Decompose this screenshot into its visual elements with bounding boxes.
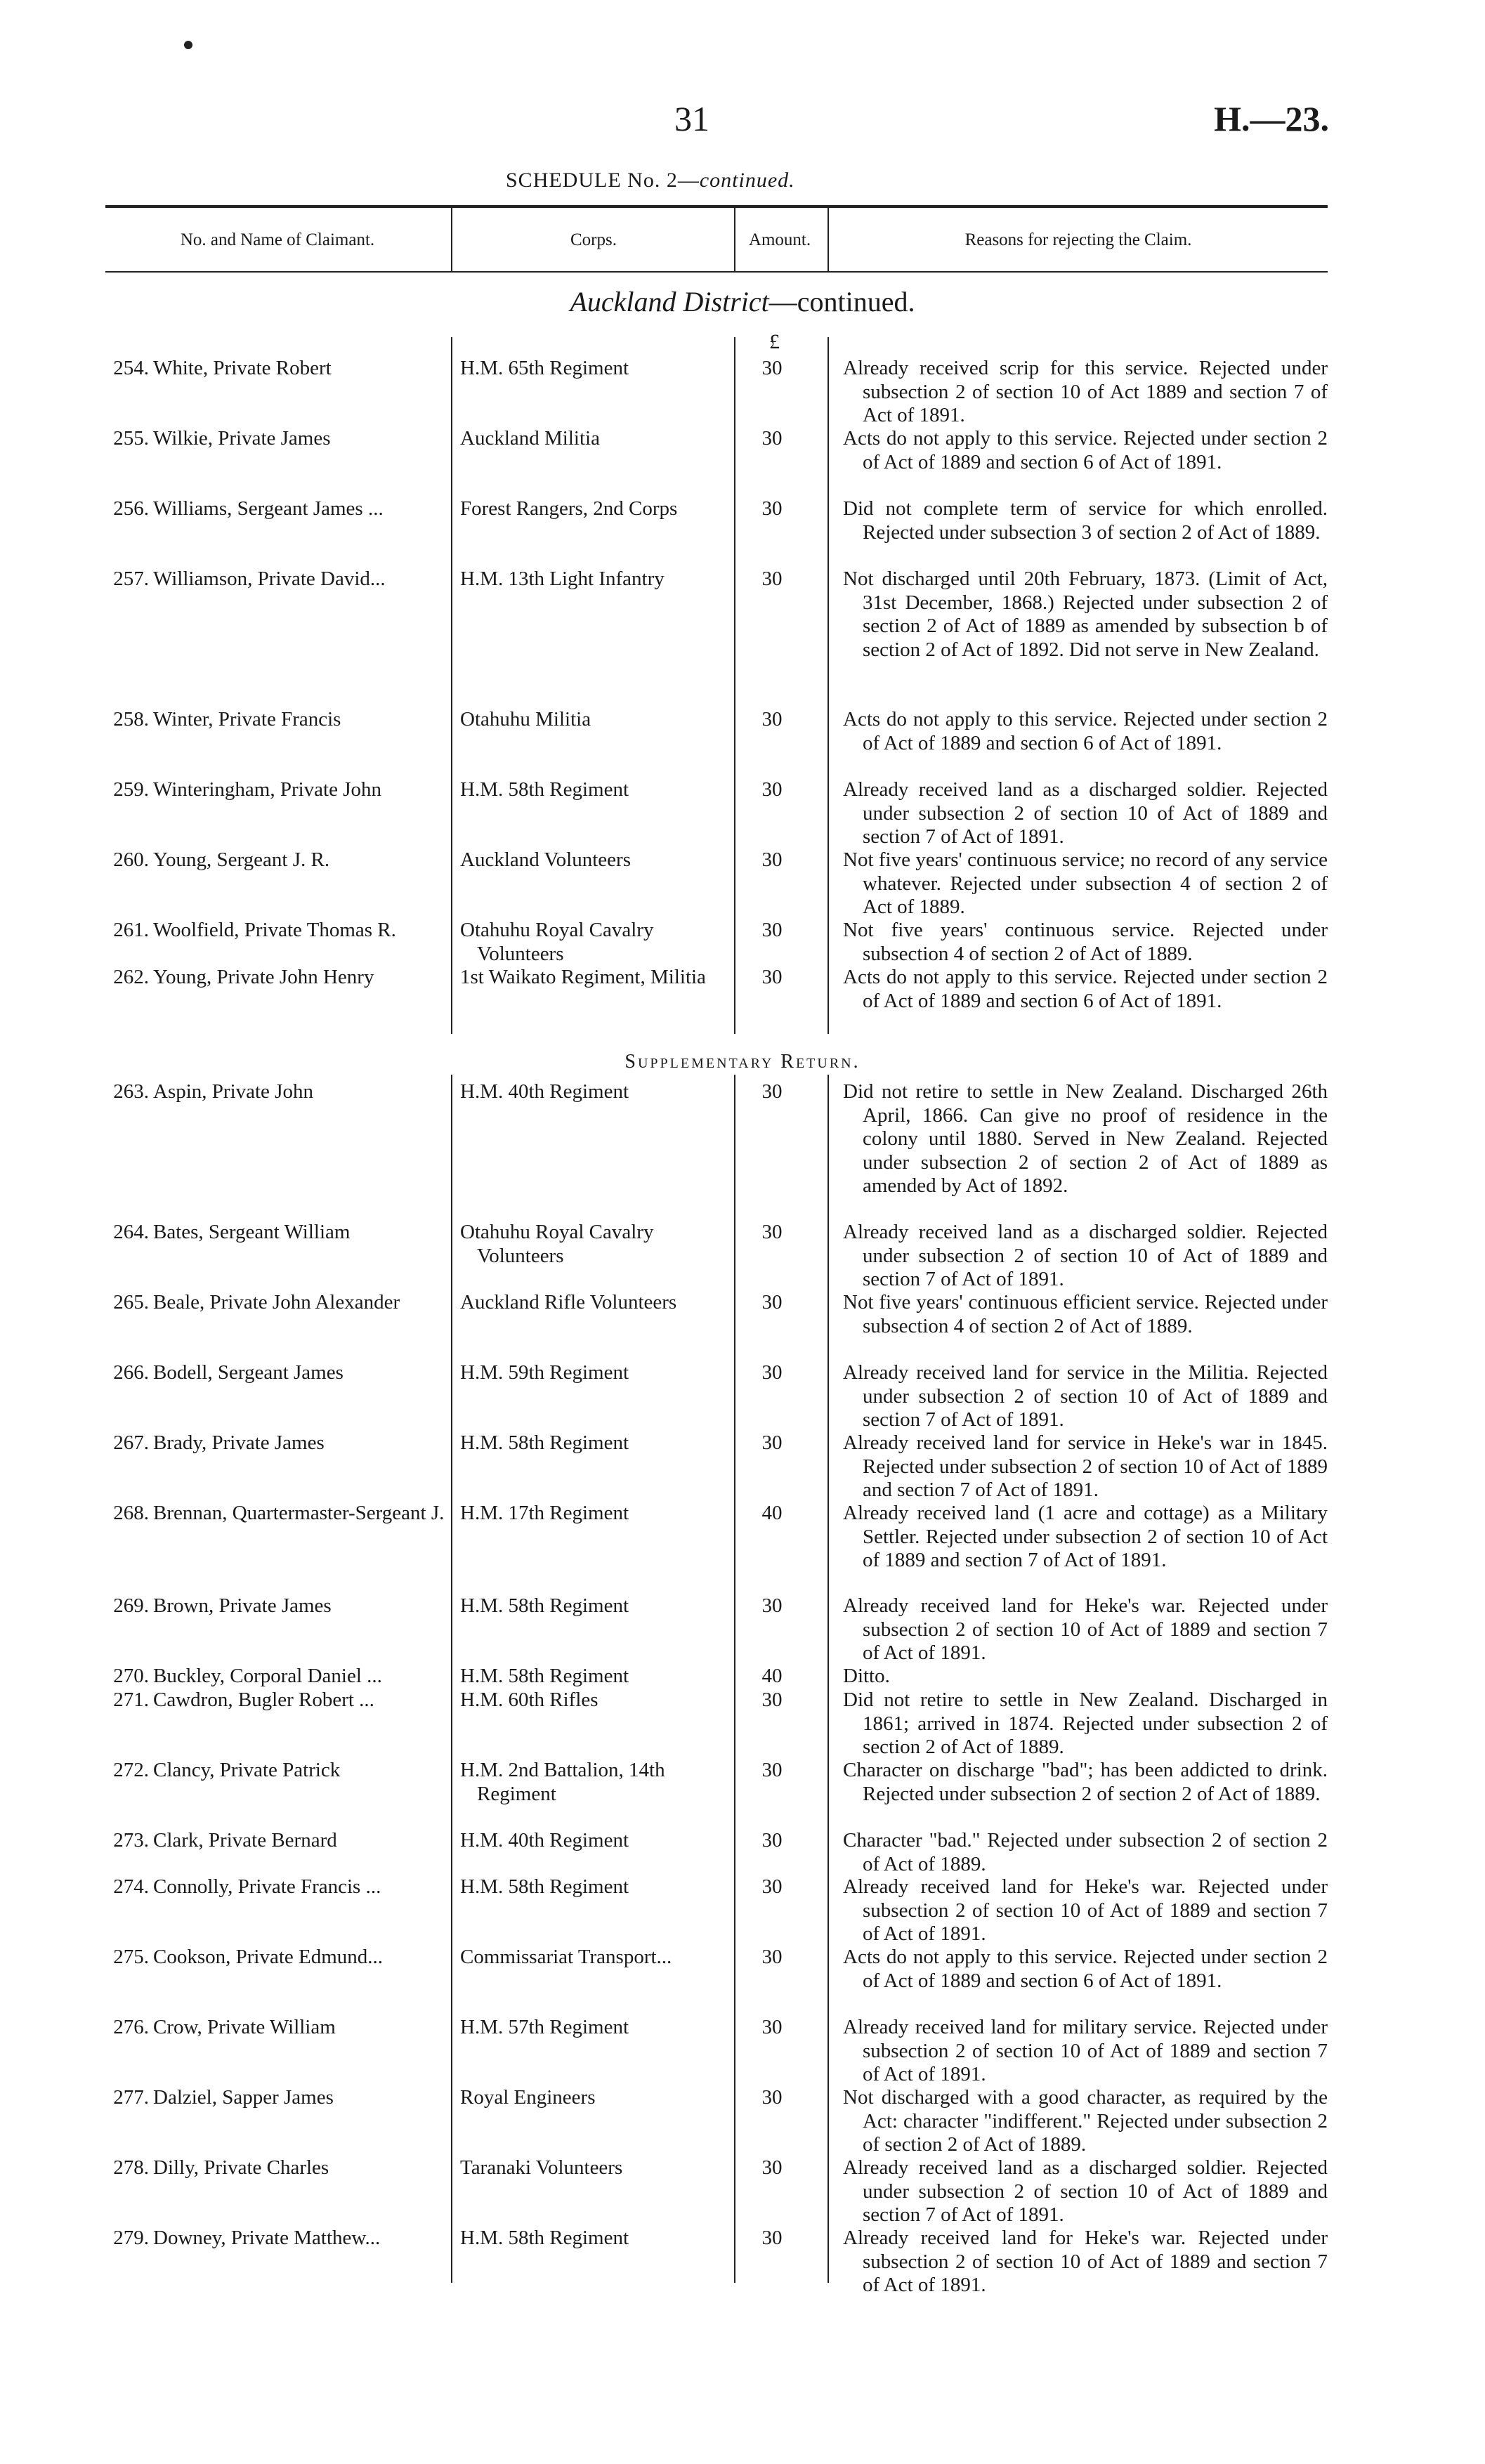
rejection-reason [843, 2016, 1328, 2087]
claimant-name-text: Clancy, Private Patrick [153, 1759, 341, 1781]
claimant-name-text: Buckley, Corporal Daniel ... [153, 1665, 382, 1687]
claimant-name [153, 1080, 445, 1104]
claimant-name [153, 2156, 445, 2180]
claim-number-text: 264. [113, 1221, 149, 1243]
corps-name-text: H.M. 57th Regiment [460, 2016, 629, 2038]
corps-name-text: Forest Rangers, 2nd Corps [460, 497, 678, 520]
claim-number-text: 273. [113, 1829, 149, 1852]
corps-name-text: H.M. 65th Regiment [460, 357, 629, 379]
claim-number [103, 708, 149, 732]
claim-amount [731, 1689, 813, 1712]
header-divider [827, 207, 829, 271]
corps-name-text: Auckland Volunteers [460, 848, 631, 871]
corps-name [460, 2156, 731, 2180]
claim-number-text: 268. [113, 1502, 149, 1524]
claim-amount [731, 497, 813, 521]
corps-name-text: H.M. 17th Regiment [460, 1502, 629, 1524]
claim-number-text: 277. [113, 2086, 149, 2109]
table-top-rule [105, 205, 1328, 208]
claim-amount [731, 427, 813, 451]
claim-amount-text: 30 [761, 1689, 783, 1711]
corps-name [460, 1502, 731, 1526]
claim-amount [731, 1759, 813, 1783]
corps-name [460, 1221, 731, 1268]
claim-number [103, 966, 149, 990]
page-number: 31 [674, 99, 709, 138]
rejection-reason-text: Not five years' continuous service; no record of any service whatever. Rejected under subsection 4 of section 2 of Act of 1889. [843, 848, 1328, 918]
claimant-name [153, 1594, 445, 1618]
claim-number-text: 279. [113, 2227, 149, 2249]
claim-number-text: 272. [113, 1759, 149, 1781]
rejection-reason [843, 497, 1328, 544]
corps-name [460, 1080, 731, 1104]
rejection-reason-text: Already received land (1 acre and cottage) as a Military Settler. Rejected under subsection 2 of section 10 of Act of 1889 and section 7 of Act of 1891. [843, 1502, 1328, 1571]
claimant-name-text: Clark, Private Bernard [153, 1829, 337, 1852]
rejection-reason-text: Acts do not apply to this service. Rejected under section 2 of Act of 1889 and section 6 of Act of 1891. [843, 966, 1328, 1012]
district-name: Auckland District [570, 286, 769, 317]
claimant-name-text: Williams, Sergeant James ... [153, 497, 384, 520]
claim-amount-text: 40 [761, 1665, 783, 1687]
claimant-name [153, 848, 445, 872]
schedule-label: SCHEDULE No. 2— [506, 169, 700, 192]
claimant-name-text: Williamson, Private David... [153, 568, 386, 590]
rejection-reason [843, 1502, 1328, 1573]
corps-name [460, 357, 731, 381]
rejection-reason [843, 848, 1328, 919]
claimant-name [153, 1665, 445, 1689]
claim-number-text: 266. [113, 1361, 149, 1384]
corps-name [460, 427, 731, 451]
claim-amount-text: 30 [761, 1361, 783, 1384]
rejection-reason-text: Already received land as a discharged soldier. Rejected under subsection 2 of section 10 of Act of 1889 and section 7 of Act of 1891. [843, 1221, 1328, 1290]
corps-name-text: H.M. 58th Regiment [460, 778, 629, 801]
claimant-name [153, 1431, 445, 1455]
claim-amount [731, 2156, 813, 2180]
claimant-name [153, 1502, 445, 1526]
corps-name [460, 2227, 731, 2250]
corps-name-text: Royal Engineers [460, 2086, 596, 2109]
claimant-name-text: Young, Sergeant J. R. [153, 848, 330, 871]
claimant-name-text: Young, Private John Henry [153, 966, 374, 988]
claimant-name [153, 1946, 445, 1970]
corps-name-text: Taranaki Volunteers [460, 2156, 623, 2179]
rejection-reason-text: Already received land for service in the Militia. Rejected under subsection 2 of section 10 of Act of 1889 and section 7 of Act of 1891. [843, 1361, 1328, 1431]
corps-name-text: H.M. 58th Regiment [460, 1594, 629, 1617]
claim-amount-text: 30 [761, 1221, 783, 1243]
claim-amount-text: 30 [761, 427, 783, 450]
claim-amount [731, 1361, 813, 1385]
claim-number [103, 1759, 149, 1783]
corps-name [460, 1431, 731, 1455]
document-reference: H.—23. [1214, 99, 1329, 138]
claimant-name-text: Brady, Private James [153, 1431, 325, 1454]
claim-amount [731, 1431, 813, 1455]
claim-number [103, 778, 149, 802]
rejection-reason-text: Character on discharge "bad"; has been addicted to drink. Rejected under subsection 2 of section 2 of Act of 1889. [843, 1759, 1328, 1805]
claimant-name [153, 1875, 445, 1899]
claim-amount [731, 568, 813, 591]
claim-number-text: 276. [113, 2016, 149, 2038]
claim-number [103, 2227, 149, 2250]
rejection-reason-text: Did not retire to settle in New Zealand. Discharged 26th April, 1866. Can give no proof of residence in the colony until 1880. Served in New Zealand. Rejected under subsection 2 of section 2 of Act of 1889 as amended by Act of 1892. [843, 1080, 1328, 1197]
rejection-reason-text: Ditto. [843, 1665, 890, 1687]
claim-amount [731, 1291, 813, 1315]
claim-amount-text: 30 [761, 2016, 783, 2038]
claim-number-text: 265. [113, 1291, 149, 1313]
claim-number [103, 1946, 149, 1970]
claim-number [103, 848, 149, 872]
rejection-reason-text: Not five years' continuous efficient service. Rejected under subsection 4 of section 2 of Act of 1889. [843, 1291, 1328, 1337]
claimant-name [153, 1759, 445, 1783]
rejection-reason-text: Already received land for Heke's war. Rejected under subsection 2 of section 10 of Act of 1889 and section 7 of Act of 1891. [843, 1594, 1328, 1664]
corps-name-text: H.M. 58th Regiment [460, 2227, 629, 2249]
claimant-name-text: Bates, Sergeant William [153, 1221, 351, 1243]
rejection-reason-text: Not discharged until 20th February, 1873. (Limit of Act, 31st December, 1868.) Rejected under subsection 2 of section 2 of Act of 1889 as amended by subsection b of section 2 of Act of 1892. Did not serve in New Zealand. [843, 568, 1328, 661]
claimant-name [153, 778, 445, 802]
corps-name [460, 966, 731, 990]
rejection-reason [843, 1759, 1328, 1806]
claim-number-text: 271. [113, 1689, 149, 1711]
claim-number-text: 259. [113, 778, 149, 801]
corps-name [460, 1594, 731, 1618]
claimant-name-text: Crow, Private William [153, 2016, 336, 2038]
print-mark [184, 41, 192, 49]
column-header-name: No. and Name of Claimant. [180, 230, 375, 249]
claimant-name-text: Bodell, Sergeant James [153, 1361, 344, 1384]
district-heading [0, 285, 1485, 318]
claim-amount-text: 30 [761, 1759, 783, 1781]
claim-number [103, 357, 149, 381]
corps-name [460, 778, 731, 802]
rejection-reason [843, 919, 1328, 966]
corps-name-text: Otahuhu Militia [460, 708, 591, 730]
claim-amount [731, 1665, 813, 1689]
claim-amount-text: 30 [761, 1946, 783, 1968]
claimant-name [153, 919, 445, 943]
corps-name-text: Otahuhu Royal Cavalry Volunteers [460, 1221, 654, 1267]
claim-number-text: 255. [113, 427, 149, 450]
claim-number [103, 427, 149, 451]
corps-name-text: Auckland Rifle Volunteers [460, 1291, 677, 1313]
claimant-name-text: Dalziel, Sapper James [153, 2086, 334, 2109]
corps-name-text: H.M. 13th Light Infantry [460, 568, 665, 590]
claimant-name [153, 2086, 445, 2110]
column-divider [827, 337, 829, 1034]
claimant-name-text: White, Private Robert [153, 357, 332, 379]
claimant-name [153, 1361, 445, 1385]
claim-number-text: 260. [113, 848, 149, 871]
claim-amount-text: 30 [761, 1594, 783, 1617]
schedule-title [506, 169, 795, 192]
corps-name [460, 1291, 731, 1315]
corps-name [460, 2016, 731, 2040]
claim-number [103, 919, 149, 943]
corps-name [460, 848, 731, 872]
header-divider [734, 207, 735, 271]
claimant-name-text: Downey, Private Matthew... [153, 2227, 381, 2249]
claimant-name-text: Winter, Private Francis [153, 708, 341, 730]
claim-number-text: 275. [113, 1946, 149, 1968]
column-divider [451, 337, 452, 1034]
claim-number-text: 267. [113, 1431, 149, 1454]
claim-amount [731, 778, 813, 802]
claim-amount-text: 30 [761, 568, 783, 590]
claimant-name-text: Brown, Private James [153, 1594, 332, 1617]
schedule-suffix: continued. [699, 169, 795, 192]
claimant-name [153, 966, 445, 990]
claim-number [103, 1829, 149, 1853]
claim-number-text: 256. [113, 497, 149, 520]
column-header-reasons: Reasons for rejecting the Claim. [964, 230, 1192, 249]
claim-number [103, 1080, 149, 1104]
claim-amount [731, 2086, 813, 2110]
corps-name [460, 708, 731, 732]
claimant-name [153, 1689, 445, 1712]
claim-number [103, 1665, 149, 1689]
column-divider [827, 1075, 829, 2283]
claimant-name-text: Woolfield, Private Thomas R. [153, 919, 396, 941]
claim-number [103, 2156, 149, 2180]
claim-amount-text: 30 [761, 966, 783, 988]
rejection-reason [843, 708, 1328, 755]
claim-number [103, 568, 149, 591]
claimant-name [153, 2227, 445, 2250]
rejection-reason-text: Did not retire to settle in New Zealand. Discharged in 1861; arrived in 1874. Rejected under subsection 2 of section 2 of Act of 1889. [843, 1689, 1328, 1758]
claim-number-text: 262. [113, 966, 149, 988]
claimant-name-text: Brennan, Quartermaster-Sergeant J. [153, 1502, 445, 1524]
claim-amount [731, 966, 813, 990]
claim-amount-text: 30 [761, 1829, 783, 1852]
claimant-name-text: Wilkie, Private James [153, 427, 331, 450]
rejection-reason [843, 1361, 1328, 1432]
corps-name-text: H.M. 40th Regiment [460, 1080, 629, 1103]
claim-amount-text: 30 [761, 778, 783, 801]
claimant-name [153, 568, 445, 591]
claimant-name [153, 1291, 445, 1315]
currency-symbol: £ [769, 330, 780, 353]
claim-number [103, 2016, 149, 2040]
claim-amount [731, 1221, 813, 1245]
rejection-reason-text: Already received land for military service. Rejected under subsection 2 of section 10 of Act of 1889 and section 7 of Act of 1891. [843, 2016, 1328, 2085]
claimant-name-text: Connolly, Private Francis ... [153, 1875, 381, 1898]
table-header-rule [105, 271, 1328, 273]
claim-amount-text: 30 [761, 848, 783, 871]
column-divider [451, 1075, 452, 2283]
claim-amount [731, 919, 813, 943]
claim-number [103, 1502, 149, 1526]
claim-amount-text: 30 [761, 1080, 783, 1103]
corps-name-text: H.M. 40th Regiment [460, 1829, 629, 1852]
corps-name [460, 1829, 731, 1853]
claim-number [103, 1361, 149, 1385]
claimant-name [153, 708, 445, 732]
corps-name [460, 568, 731, 591]
claim-amount [731, 1502, 813, 1526]
corps-name [460, 1759, 731, 1806]
corps-name [460, 1665, 731, 1689]
corps-name-text: H.M. 58th Regiment [460, 1875, 629, 1898]
claim-number [103, 497, 149, 521]
rejection-reason [843, 1594, 1328, 1665]
district-suffix: —continued. [768, 286, 915, 317]
claim-amount [731, 1080, 813, 1104]
corps-name-text: Otahuhu Royal Cavalry Volunteers [460, 919, 654, 965]
rejection-reason-text: Not five years' continuous service. Rejected under subsection 4 of section 2 of Act of 1889. [843, 919, 1328, 965]
claim-number-text: 270. [113, 1665, 149, 1687]
rejection-reason-text: Acts do not apply to this service. Rejected under section 2 of Act of 1889 and section 6 of Act of 1891. [843, 708, 1328, 754]
claimant-name [153, 1221, 445, 1245]
claim-amount [731, 848, 813, 872]
rejection-reason-text: Acts do not apply to this service. Rejected under section 2 of Act of 1889 and section 6 of Act of 1891. [843, 1946, 1328, 1992]
claim-amount [731, 357, 813, 381]
rejection-reason [843, 2086, 1328, 2157]
corps-name [460, 1946, 731, 1970]
rejection-reason [843, 778, 1328, 849]
claim-amount-text: 30 [761, 919, 783, 941]
claim-number [103, 1875, 149, 1899]
claimant-name-text: Cookson, Private Edmund... [153, 1946, 384, 1968]
claim-number-text: 274. [113, 1875, 149, 1898]
corps-name [460, 1689, 731, 1712]
rejection-reason [843, 2227, 1328, 2298]
claimant-name [153, 2016, 445, 2040]
rejection-reason [843, 966, 1328, 1013]
rejection-reason [843, 1689, 1328, 1759]
claim-number-text: 278. [113, 2156, 149, 2179]
rejection-reason [843, 1221, 1328, 1292]
claim-number-text: 257. [113, 568, 149, 590]
corps-name-text: H.M. 58th Regiment [460, 1431, 629, 1454]
claim-number [103, 1431, 149, 1455]
corps-name-text: Commissariat Transport... [460, 1946, 672, 1968]
claim-number-text: 263. [113, 1080, 149, 1103]
rejection-reason [843, 1291, 1328, 1338]
rejection-reason-text: Character "bad." Rejected under subsection 2 of section 2 of Act of 1889. [843, 1829, 1328, 1875]
claimant-name [153, 1829, 445, 1853]
claim-amount-text: 30 [761, 2086, 783, 2109]
claimant-name [153, 497, 445, 521]
rejection-reason-text: Acts do not apply to this service. Rejected under section 2 of Act of 1889 and section 6 of Act of 1891. [843, 427, 1328, 473]
rejection-reason-text: Already received land for service in Heke's war in 1845. Rejected under subsection 2 of section 10 of Act of 1889 and section 7 of Act of 1891. [843, 1431, 1328, 1501]
corps-name [460, 1875, 731, 1899]
claim-amount [731, 1829, 813, 1853]
claim-amount [731, 708, 813, 732]
claimant-name-text: Beale, Private John Alexander [153, 1291, 400, 1313]
claim-number [103, 2086, 149, 2110]
claim-amount-text: 30 [761, 1291, 783, 1313]
supplementary-heading: Supplementary Return. [624, 1051, 861, 1073]
claim-amount-text: 30 [761, 1875, 783, 1898]
claim-number-text: 254. [113, 357, 149, 379]
corps-name [460, 1361, 731, 1385]
rejection-reason [843, 1080, 1328, 1198]
claimant-name-text: Winteringham, Private John [153, 778, 382, 801]
claim-amount [731, 1594, 813, 1618]
corps-name-text: H.M. 58th Regiment [460, 1665, 629, 1687]
claimant-name [153, 427, 445, 451]
claim-number [103, 1594, 149, 1618]
claim-amount-text: 30 [761, 357, 783, 379]
claim-number-text: 269. [113, 1594, 149, 1617]
rejection-reason-text: Did not complete term of service for which enrolled. Rejected under subsection 3 of section 2 of Act of 1889. [843, 497, 1328, 544]
corps-name [460, 2086, 731, 2110]
claim-amount-text: 30 [761, 708, 783, 730]
claim-amount [731, 1946, 813, 1970]
claim-amount [731, 2016, 813, 2040]
corps-name-text: H.M. 59th Regiment [460, 1361, 629, 1384]
corps-name-text: H.M. 60th Rifles [460, 1689, 598, 1711]
corps-name-text: H.M. 2nd Battalion, 14th Regiment [460, 1759, 665, 1805]
rejection-reason-text: Already received land as a discharged soldier. Rejected under subsection 2 of section 10 of Act of 1889 and section 7 of Act of 1891. [843, 778, 1328, 848]
claim-number-text: 258. [113, 708, 149, 730]
rejection-reason [843, 1946, 1328, 1993]
rejection-reason [843, 1431, 1328, 1502]
rejection-reason [843, 2156, 1328, 2227]
header-divider [451, 207, 452, 271]
claim-number-text: 261. [113, 919, 149, 941]
claim-amount-text: 30 [761, 2156, 783, 2179]
corps-name-text: 1st Waikato Regiment, Militia [460, 966, 706, 988]
claimant-name-text: Dilly, Private Charles [153, 2156, 329, 2179]
rejection-reason [843, 357, 1328, 428]
corps-name [460, 497, 731, 521]
claimant-name [153, 357, 445, 381]
claimant-name-text: Aspin, Private John [153, 1080, 313, 1103]
rejection-reason-text: Already received land as a discharged soldier. Rejected under subsection 2 of section 10 of Act of 1889 and section 7 of Act of 1891. [843, 2156, 1328, 2226]
rejection-reason [843, 568, 1328, 662]
rejection-reason-text: Already received land for Heke's war. Rejected under subsection 2 of section 10 of Act of 1889 and section 7 of Act of 1891. [843, 2227, 1328, 2296]
claim-amount-text: 30 [761, 1431, 783, 1454]
claim-amount [731, 2227, 813, 2250]
claimant-name-text: Cawdron, Bugler Robert ... [153, 1689, 374, 1711]
rejection-reason [843, 1665, 1328, 1689]
rejection-reason [843, 1829, 1328, 1876]
claim-number [103, 1221, 149, 1245]
corps-name-text: Auckland Militia [460, 427, 600, 450]
rejection-reason-text: Already received scrip for this service. Rejected under subsection 2 of section 10 of Act 1889 and section 7 of Act of 1891. [843, 357, 1328, 426]
claim-amount-text: 30 [761, 497, 783, 520]
rejection-reason [843, 1875, 1328, 1946]
rejection-reason-text: Already received land for Heke's war. Rejected under subsection 2 of section 10 of Act of 1889 and section 7 of Act of 1891. [843, 1875, 1328, 1945]
column-header-amount: Amount. [748, 230, 811, 249]
corps-name [460, 919, 731, 966]
claim-amount-text: 40 [761, 1502, 783, 1524]
claim-number [103, 1689, 149, 1712]
rejection-reason [843, 427, 1328, 474]
rejection-reason-text: Not discharged with a good character, as required by the Act: character "indifferent." Rejected under subsection 2 of section 2 of Act of 1889. [843, 2086, 1328, 2156]
column-header-corps: Corps. [570, 230, 617, 249]
claim-amount-text: 30 [761, 2227, 783, 2249]
claim-amount [731, 1875, 813, 1899]
claim-number [103, 1291, 149, 1315]
